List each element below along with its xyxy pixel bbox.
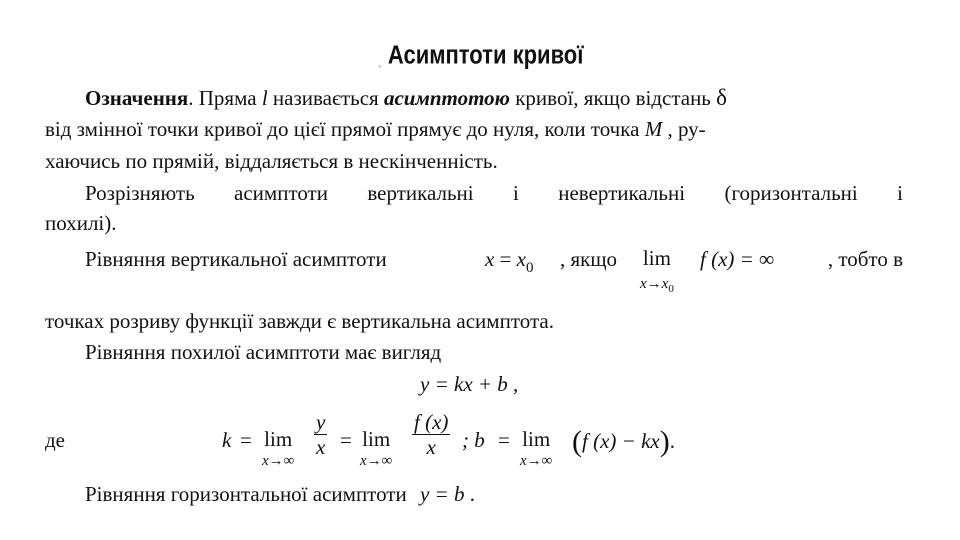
lim-under: x→∞ [360, 453, 393, 469]
vertical-if: , якщо [560, 247, 618, 271]
oblique-lead-line [85, 340, 943, 370]
lim-word: lim [642, 246, 671, 270]
lim-word: lim [522, 427, 551, 451]
delta-symbol: δ [716, 85, 727, 110]
vertical-equation [485, 247, 534, 276]
paren-content: f (x) − kx [582, 429, 660, 453]
definition-line-2 [45, 117, 903, 147]
fraction-numerator: f (x) [414, 410, 449, 434]
vertical-text: точках розриву функції завжди є вертикальна асимптота. [45, 309, 554, 333]
types-word: асимптоти [234, 181, 328, 205]
subscript-zero: 0 [526, 260, 534, 276]
definition-text: від змінної точки кривої до цієї прямої прямує до нуля, коли точка [45, 117, 645, 141]
oblique-equation: y = kx + b , [420, 372, 519, 396]
definition-text: кривої, якщо відстань [509, 86, 717, 110]
paren-open: ( [572, 425, 582, 458]
horizontal-equation: y = b [419, 482, 465, 506]
lim-under-sub: 0 [668, 283, 674, 295]
fraction-denominator: x [426, 435, 436, 459]
types-word: (горизонтальні [724, 181, 858, 205]
horizontal-end: . [464, 482, 475, 506]
horizontal-line [85, 482, 943, 512]
limit-b [520, 428, 552, 470]
fraction-y-over-x [314, 410, 327, 459]
definition-text: називається [267, 86, 384, 110]
oblique-lead: Рівняння похилої асимптоти має вигляд [85, 340, 442, 364]
lim-under-text: x→x [640, 276, 669, 292]
point-symbol: M [644, 117, 663, 141]
var-x: x [485, 247, 495, 271]
fraction-numerator: y [316, 410, 326, 434]
types-line-1 [85, 181, 903, 211]
types-word: Розрізняють [85, 181, 195, 205]
definition-term: Означення [85, 86, 189, 110]
var-k: k [222, 428, 232, 452]
where-label: де [45, 428, 66, 452]
horizontal-lead: Рівняння горизонтальної асимптоти [85, 482, 407, 506]
lim-word: lim [362, 427, 391, 451]
types-word: і [897, 181, 903, 205]
equals-sign: = [340, 428, 352, 452]
fraction-fx-over-x [412, 410, 450, 459]
definition-line-3 [45, 149, 903, 179]
lim-under: x→∞ [262, 453, 295, 469]
var-x0: x [516, 247, 526, 271]
paren-close: ) [659, 425, 670, 458]
definition-text: хаючись по прямій, віддаляється в нескінченність. [45, 149, 498, 173]
formula-end: . [669, 429, 675, 453]
equals-sign: = [494, 247, 517, 271]
heading-title: Асимптоти кривої [387, 39, 584, 70]
definition-text: . Пряма [188, 86, 262, 110]
section-heading [0, 40, 960, 71]
limit-k-2 [360, 428, 392, 470]
limit-vertical [640, 247, 674, 294]
limit-k-1 [262, 428, 294, 470]
line-symbol: l [261, 86, 268, 110]
definition-line-1 [45, 85, 903, 115]
types-word: невертикальні [558, 181, 686, 205]
vertical-line-2 [45, 309, 903, 339]
vertical-tail: , тобто в [827, 247, 903, 271]
lim-under: x→∞ [520, 453, 553, 469]
types-word: і [513, 181, 519, 205]
vertical-asymptote-line [85, 247, 903, 299]
heading-marker: ˎ [376, 39, 384, 70]
equals-sign: = [240, 428, 252, 452]
b-label: ; b [462, 428, 485, 452]
lim-word: lim [264, 427, 293, 451]
vertical-lead: Рівняння вертикальної асимптоти [85, 247, 387, 271]
fraction-denominator: x [316, 435, 326, 459]
types-text: похилі). [45, 211, 117, 235]
vertical-fx: f (x) = ∞ [700, 247, 775, 271]
b-expression [572, 422, 675, 456]
types-word: вертикальні [367, 181, 474, 205]
equals-sign: = [498, 428, 510, 452]
lim-under [640, 275, 674, 294]
types-line-2 [45, 211, 903, 241]
definition-text: , ру- [662, 117, 706, 141]
asymptote-term: асимптотою [383, 86, 510, 110]
